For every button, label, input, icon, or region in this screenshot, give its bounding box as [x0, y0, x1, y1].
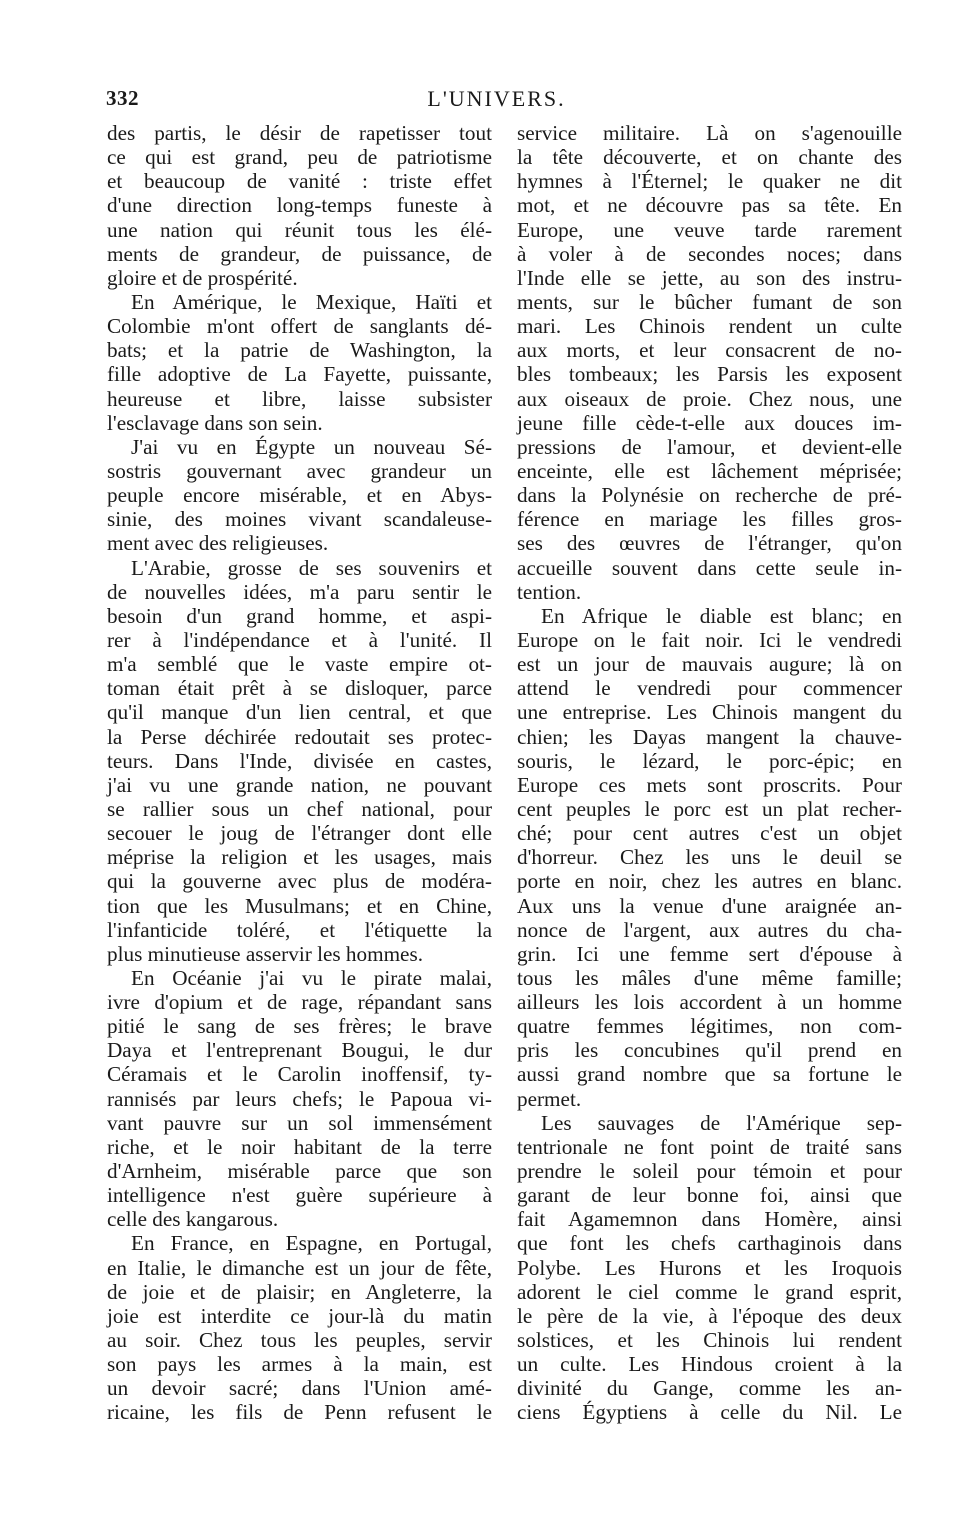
- text-line: besoin d'un grand homme, et aspi-: [107, 603, 492, 628]
- text-line: mari. Les Chinois rendent un culte: [517, 314, 902, 339]
- text-line: teurs. Dans l'Inde, divisée en castes,: [107, 748, 492, 773]
- text-line: la tête découverte, et on chante des: [517, 145, 902, 170]
- text-line: à voler à de secondes noces; dans: [517, 241, 902, 266]
- text-line: ce qui est grand, peu de patriotisme: [107, 145, 492, 170]
- text-line: L'Arabie, grosse de ses souvenirs et: [131, 555, 492, 580]
- text-line: pitié le sang de ses frères; le brave: [107, 1014, 492, 1039]
- text-line: pressions de l'amour, et devient-elle: [517, 434, 902, 459]
- text-line: dans la Polynésie on recherche de pré-: [517, 483, 902, 508]
- text-line: se rallier sous un chef national, pour: [107, 796, 492, 821]
- text-line: que font les chefs carthaginois dans: [517, 1231, 902, 1256]
- text-line: l'Inde elle se jette, au son des instru-: [517, 265, 902, 290]
- text-line: tous les mâles d'une même famille;: [517, 965, 902, 990]
- text-line: divinité du Gange, comme les an-: [517, 1376, 902, 1401]
- text-line: cent peuples le porc est un plat recher-: [517, 796, 902, 821]
- text-line: peuple encore misérable, et en Abys-: [107, 483, 492, 508]
- text-line: pris les concubines qu'il prend en: [517, 1038, 902, 1063]
- text-line: au soir. Chez tous les peuples, servir: [107, 1328, 492, 1353]
- text-line: adorent le ciel comme le grand esprit,: [517, 1279, 902, 1304]
- text-column-right: [517, 121, 902, 1425]
- text-line: porte en noir, chez les autres en blanc.: [517, 869, 902, 894]
- text-line: heureuse et libre, laisse subsister: [107, 386, 492, 411]
- text-line: tentrionale ne font point de traité sans: [517, 1134, 902, 1159]
- text-line: une entreprise. Les Chinois mangent du: [517, 700, 902, 725]
- text-line: ciens Égyptiens à celle du Nil. Le: [517, 1400, 902, 1425]
- text-line: l'esclavage dans son sein.: [107, 410, 323, 435]
- text-line: d'Arnheim, misérable parce que son: [107, 1159, 492, 1184]
- text-line: d'horreur. Chez les uns le deuil se: [517, 845, 902, 870]
- text-line: Polybe. Les Hurons et les Iroquois: [517, 1255, 902, 1280]
- text-line: d'une direction long-temps funeste à: [107, 193, 492, 218]
- text-line: bats; et la patrie de Washington, la: [107, 338, 492, 363]
- text-line: joie est interdite ce jour-là du matin: [107, 1303, 492, 1328]
- text-line: rannisés par leurs chefs; le Papoua vi-: [107, 1086, 492, 1111]
- text-line: jeune fille cède-t-elle aux douces im-: [517, 410, 902, 435]
- text-line: celle des kangarous.: [107, 1207, 279, 1232]
- text-line: tention.: [517, 579, 582, 604]
- text-line: un culte. Les Hindous croient à la: [517, 1352, 902, 1377]
- text-line: ché; pour cent autres c'est un objet: [517, 821, 902, 846]
- text-line: plus minutieuse asservir les hommes.: [107, 941, 424, 966]
- text-line: des partis, le désir de rapetisser tout: [107, 121, 492, 145]
- text-line: Aux uns la venue d'une araignée an-: [517, 893, 902, 918]
- text-line: hymnes à l'Éternel; le quaker ne dit: [517, 169, 902, 194]
- text-line: ments, sur le bûcher fumant de son: [517, 289, 902, 314]
- text-line: nonce de l'argent, aux autres du cha-: [517, 917, 902, 942]
- text-line: souris, le lézard, le porc-épic; en: [517, 748, 902, 773]
- text-line: chien; les Dayas mangent la chauve-: [517, 724, 902, 749]
- text-line: secouer le joug de l'étranger dont elle: [107, 821, 492, 846]
- text-line: intelligence n'est guère supérieure à: [107, 1183, 492, 1208]
- text-line: bles tombeaux; les Parsis les exposent: [517, 362, 902, 387]
- text-line: riche, et le noir habitant de la terre: [107, 1134, 492, 1159]
- text-line: m'a semblé que le vaste empire ot-: [107, 652, 492, 677]
- text-line: quatre femmes légitimes, non com-: [517, 1014, 902, 1039]
- text-line: ailleurs les lois accordent à un homme: [517, 990, 902, 1015]
- text-line: qui la gouverne avec plus de modéra-: [107, 869, 492, 894]
- text-line: fait Agamemnon dans Homère, ainsi: [517, 1207, 902, 1232]
- text-line: le père de la vie, à l'époque des deux: [517, 1303, 902, 1328]
- text-line: toman était prêt à se disloquer, parce: [107, 676, 492, 701]
- text-line: l'infanticide toléré, et l'étiquette la: [107, 917, 492, 942]
- text-line: permet.: [517, 1086, 582, 1111]
- text-line: rer à l'indépendance et à l'unité. Il: [107, 627, 492, 652]
- text-line: sinie, des moines vivant scandaleuse-: [107, 507, 492, 532]
- text-line: accueille souvent dans cette seule in-: [517, 555, 902, 580]
- text-line: grin. Ici une femme sert d'épouse à: [517, 941, 902, 966]
- text-line: et beaucoup de vanité : triste effet: [107, 169, 492, 194]
- text-line: service militaire. Là on s'agenouille: [517, 121, 902, 145]
- text-line: ivre d'opium et de rage, répandant sans: [107, 990, 492, 1015]
- text-line: mot, et ne découvre pas sa tête. En: [517, 193, 902, 218]
- text-line: tion que les Musulmans; et en Chine,: [107, 893, 492, 918]
- text-line: ments de grandeur, de puissance, de: [107, 241, 492, 266]
- text-line: la Perse déchirée redoutait ses protec-: [107, 724, 492, 749]
- page-number: 332: [106, 86, 139, 110]
- text-line: solstices, et les Chinois lui rendent: [517, 1328, 902, 1353]
- text-line: enceinte, elle est lâchement méprisée;: [517, 458, 902, 483]
- text-line: En Océanie j'ai vu le pirate malai,: [131, 965, 492, 990]
- text-line: j'ai vu une grande nation, ne pouvant: [107, 772, 492, 797]
- text-line: Céramais et le Carolin inoffensif, ty-: [107, 1062, 492, 1087]
- text-line: Les sauvages de l'Amérique sep-: [541, 1110, 902, 1135]
- text-line: férence en mariage les filles gros-: [517, 507, 902, 532]
- text-line: J'ai vu en Égypte un nouveau Sé-: [131, 434, 492, 459]
- text-line: vant pauvre sur un sol immensément: [107, 1110, 492, 1135]
- text-line: En Afrique le diable est blanc; en: [541, 603, 902, 628]
- text-line: garant de leur bonne foi, ainsi que: [517, 1183, 902, 1208]
- text-line: son pays les armes à la main, est: [107, 1352, 492, 1377]
- text-line: Europe, une veuve tarde rarement: [517, 217, 902, 242]
- text-line: Europe on le fait noir. Ici le vendredi: [517, 627, 902, 652]
- text-line: ment avec des religieuses.: [107, 531, 329, 556]
- text-line: aux morts, et leur consacrent de no-: [517, 338, 902, 363]
- text-line: aux oiseaux de proie. Chez nous, une: [517, 386, 902, 411]
- text-line: un devoir sacré; dans l'Union amé-: [107, 1376, 492, 1401]
- text-column-left: [107, 121, 492, 1425]
- text-line: de joie et de plaisir; en Angleterre, la: [107, 1279, 492, 1304]
- text-line: ses des œuvres de l'étranger, qu'on: [517, 531, 902, 556]
- text-line: méprise la religion et les usages, mais: [107, 845, 492, 870]
- text-line: attend le vendredi pour commencer: [517, 676, 902, 701]
- text-line: en Italie, le dimanche est un jour de fête,: [107, 1255, 492, 1280]
- text-line: ricaine, les fils de Penn refusent le: [107, 1400, 492, 1425]
- text-line: En Amérique, le Mexique, Haïti et: [131, 289, 492, 314]
- text-line: sostris gouvernant avec grandeur un: [107, 458, 492, 483]
- text-line: fille adoptive de La Fayette, puissante,: [107, 362, 492, 387]
- text-line: Europe ces mets sont proscrits. Pour: [517, 772, 902, 797]
- text-line: gloire et de prospérité.: [107, 265, 298, 290]
- text-line: aussi grand nombre que sa fortune le: [517, 1062, 902, 1087]
- running-title: L'UNIVERS.: [427, 86, 566, 111]
- text-line: Daya et l'entreprenant Bougui, le dur: [107, 1038, 492, 1063]
- text-line: qu'il manque d'un lien central, et que: [107, 700, 492, 725]
- text-line: Colombie m'ont offert de sanglants dé-: [107, 314, 492, 339]
- text-line: une nation qui réunit tous les élé-: [107, 217, 492, 242]
- text-line: de nouvelles idées, m'a paru sentir le: [107, 579, 492, 604]
- text-line: En France, en Espagne, en Portugal,: [131, 1231, 492, 1256]
- text-line: est un jour de mauvais augure; là on: [517, 652, 902, 677]
- text-line: prendre le soleil pour témoin et pour: [517, 1159, 902, 1184]
